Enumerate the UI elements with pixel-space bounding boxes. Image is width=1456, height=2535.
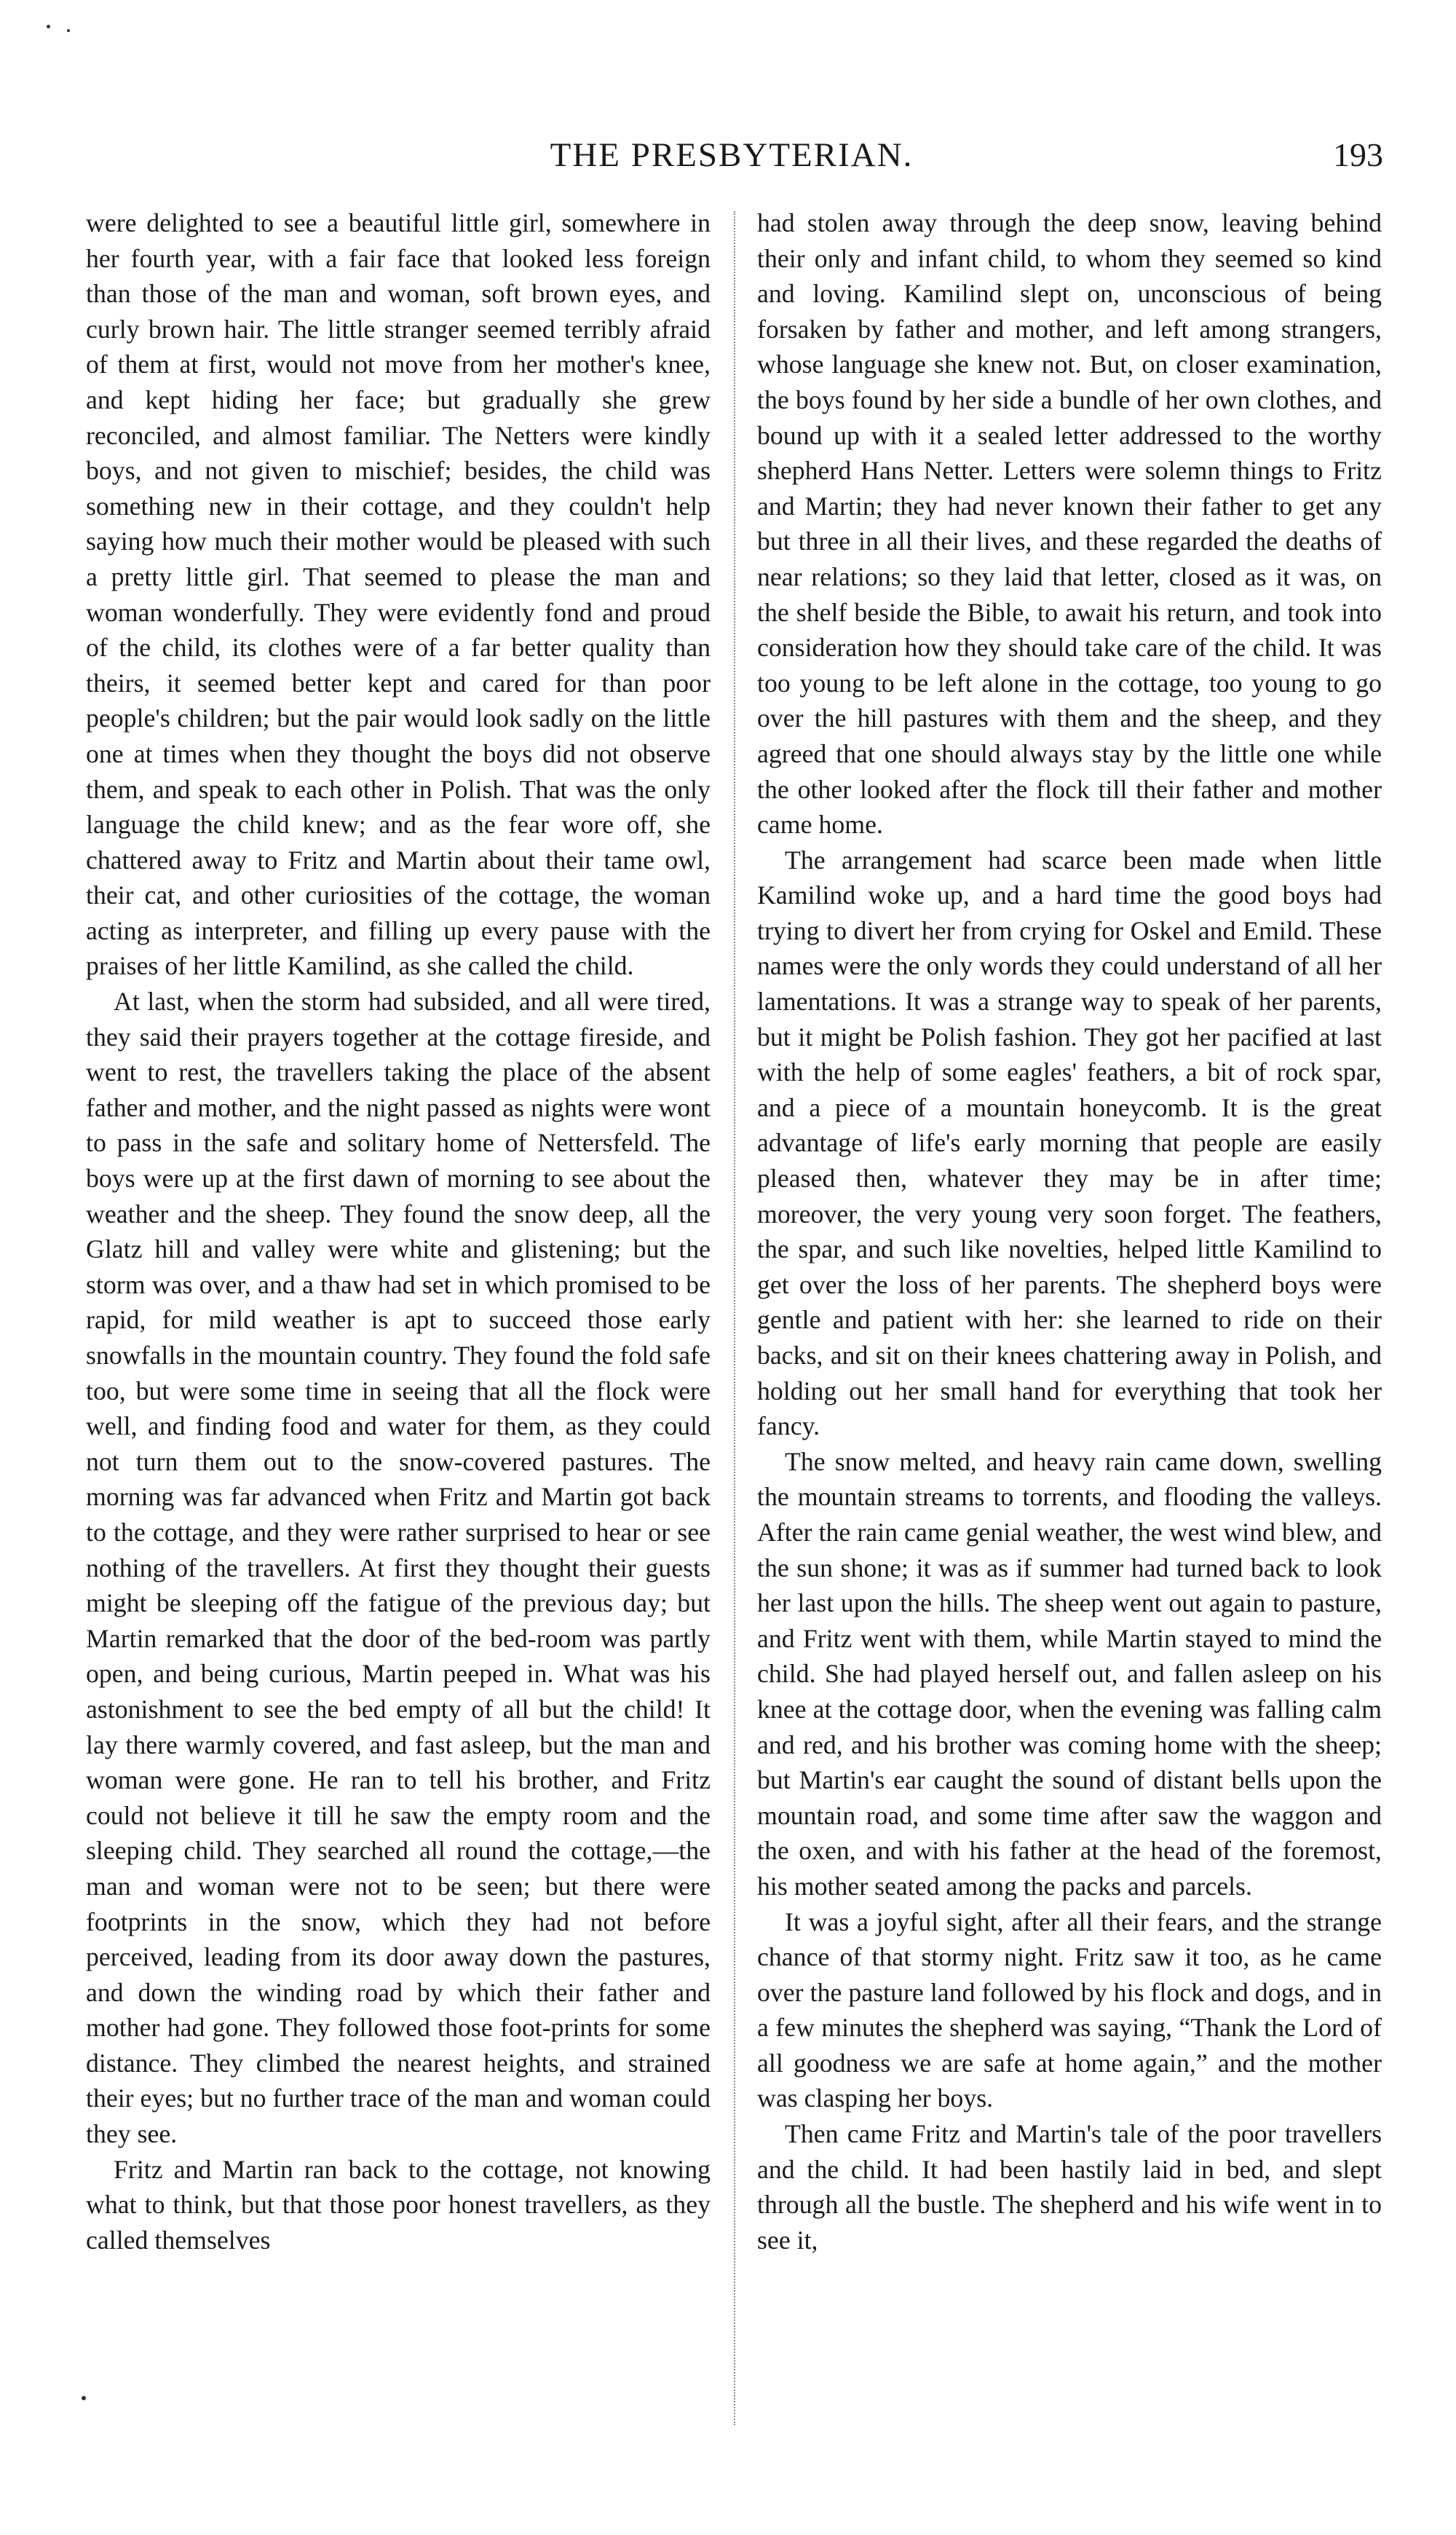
right-column: [757, 205, 1382, 2426]
print-speck: [47, 25, 50, 28]
paragraph: had stolen away through the deep snow, leaving behind their only and infant child, to whom they seemed so kind and loving. Kamilind slept on, unconscious of being forsaken by father and mother, and left among strangers, whose language she knew not. But, on closer examination, the boys found by her side a bundle of her own clothes, and bound up with it a sealed letter addressed to the worthy shepherd Hans Netter. Letters were solemn things to Fritz and Martin; they had never known their father to get any but three in all their lives, and these regarded the deaths of near relations; so they laid that letter, closed as it was, on the shelf beside the Bible, to await his return, and took into consideration how they should take care of the child. It was too young to be left alone in the cottage, too young to go over the hill pastures with them and the sheep, and they agreed that one should always stay by the little one while the other looked after the flock till their father and mother came home.: [757, 208, 1382, 840]
paragraph: The snow melted, and heavy rain came down, swelling the mountain streams to torrents, and flooding the valleys. After the rain came genial weather, the west wind blew, and the sun shone; it was as if summer had turned back to look her last upon the hills. The sheep went out again to pasture, and Fritz went with them, while Martin stayed to mind the child. She had played herself out, and fallen asleep on his knee at the cottage door, when the evening was falling calm and red, and his brother was coming home with the sheep; but Martin's ear caught the sound of distant bells upon the mountain road, and some time after saw the waggon and the oxen, and with his father at the head of the foremost, his mother seated among the packs and parcels.: [757, 1446, 1382, 1901]
paragraph: Fritz and Martin ran back to the cottage, not knowing what to think, but that those poor honest travellers, as they called themselves: [86, 2154, 711, 2255]
print-speck: [67, 29, 70, 32]
paragraph: It was a joyful sight, after all their fears, and the strange chance of that stormy night. Fritz saw it too, as he came over the pasture land followed by his flock and dogs, and in a few minutes the shepherd was saying, “Thank the Lord of all goodness we are safe at home again,” and the mother was clasping her boys.: [757, 1907, 1382, 2113]
journal-title: THE PRESBYTERIAN.: [550, 136, 914, 174]
paragraph: Then came Fritz and Martin's tale of the poor travellers and the child. It had been hastily laid in bed, and slept through all the bustle. The shepherd and his wife went in to see it,: [757, 2119, 1382, 2255]
page-number: 193: [1333, 136, 1383, 173]
paragraph: were delighted to see a beautiful little girl, somewhere in her fourth year, with a fair face that looked less foreign than those of the man and woman, soft brown eyes, and curly brown hair. The little stranger seemed terribly afraid of them at first, would not move from her mother's knee, and kept hiding her face; but gradually she grew reconciled, and almost familiar. The Netters were kindly boys, and not given to mischief; besides, the child was something new in their cottage, and they couldn't help saying how much their mother would be pleased with such a pretty little girl. That seemed to please the man and woman wonderfully. They were evidently fond and proud of the child, its clothes were of a far better quality than theirs, it seemed better kept and cared for than poor people's children; but the pair would look sadly on the little one at times when they thought the boys did not observe them, and speak to each other in Polish. That was the only language the child knew; and as the fear wore off, she chattered away to Fritz and Martin about their tame owl, their cat, and other curiosities of the cottage, the woman acting as interpreter, and filling up every pause with the praises of her little Kamilind, as she called the child.: [86, 208, 711, 981]
column-divider: [734, 211, 735, 2425]
running-head: [80, 130, 1383, 181]
paragraph: The arrangement had scarce been made when little Kamilind woke up, and a hard time the good boys had trying to divert her from crying for Oskel and Emild. These names were the only words they could understand of all her lamentations. It was a strange way to speak of her parents, but it might be Polish fashion. They got her pacified at last with the help of some eagles' feathers, a bit of rock spar, and a piece of a mountain honeycomb. It is the great advantage of life's early morning that people are easily pleased then, whatever they may be in after time; moreover, the very young very soon forget. The feathers, the spar, and such like novelties, helped little Kamilind to get over the loss of her parents. The shepherd boys were gentle and patient with her: she learned to ride on their backs, and sit on their knees chattering away in Polish, and holding out her small hand for everything that took her fancy.: [757, 845, 1382, 1441]
paragraph: At last, when the storm had subsided, and all were tired, they said their prayers together at the cottage fireside, and went to rest, the travellers taking the place of the absent father and mother, and the night passed as nights were wont to pass in the safe and solitary home of Nettersfeld. The boys were up at the first dawn of morning to see about the weather and the sheep. They found the snow deep, all the Glatz hill and valley were white and glistening; but the storm was over, and a thaw had set in which promised to be rapid, for mild weather is apt to succeed those early snowfalls in the mountain country. They found the fold safe too, but were some time in seeing that all the flock were well, and finding food and water for them, as they could not turn them out to the snow-covered pastures. The morning was far advanced when Fritz and Martin got back to the cottage, and they were rather surprised to hear or see nothing of the travellers. At first they thought their guests might be sleeping off the fatigue of the previous day; but Martin remarked that the door of the bed-room was partly open, and being curious, Martin peeped in. What was his astonishment to see the bed empty of all but the child! It lay there warmly covered, and fast asleep, but the man and woman were gone. He ran to tell his brother, and Fritz could not believe it till he saw the empty room and the sleeping child. They searched all round the cottage,—the man and woman were not to be seen; but there were footprints in the snow, which they had not before perceived, leading from its door away down the pastures, and down the winding road by which their father and mother had gone. They followed those foot-prints for some distance. They climbed the nearest heights, and strained their eyes; but no further trace of the man and woman could they see.: [86, 987, 711, 2149]
left-column: [86, 205, 711, 2426]
